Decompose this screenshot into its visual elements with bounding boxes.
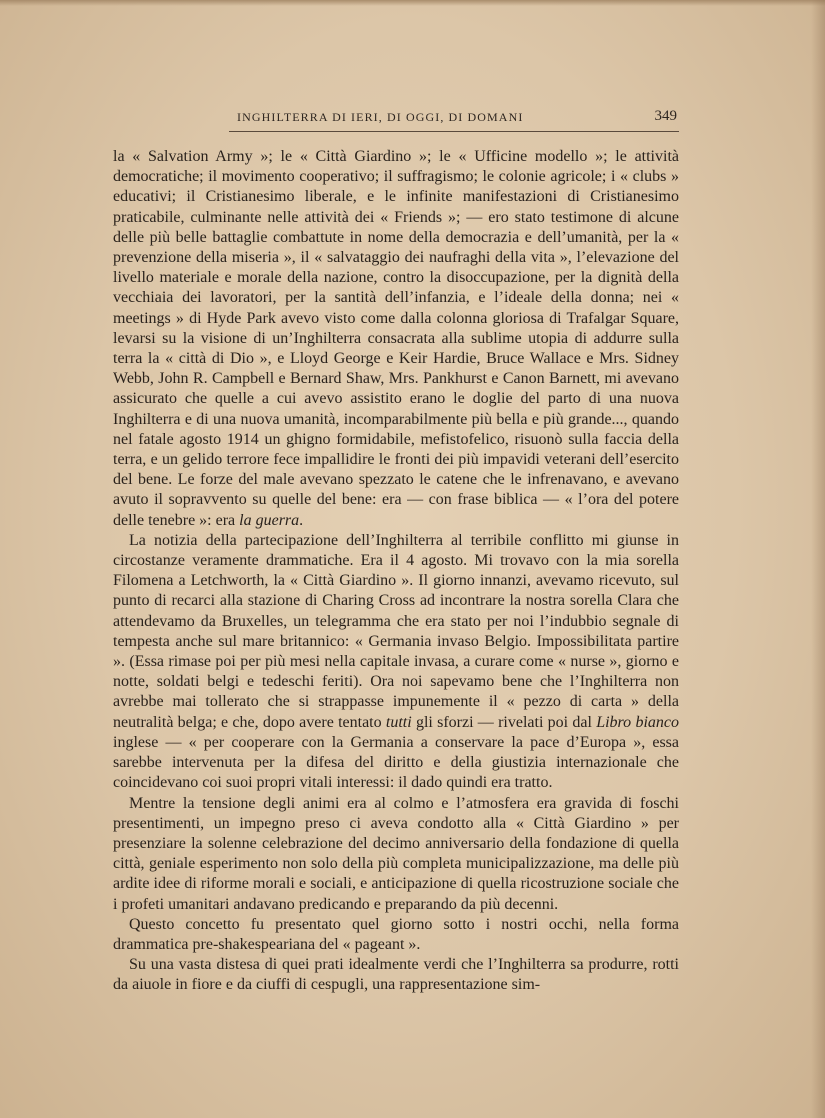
text-run: Su una vasta distesa di quei prati idealmente verdi che l’Inghilterra sa produrre, rotti da aiuole in fiore e da ciuffi di cespugli, una rappresentazione sim- bbox=[113, 956, 679, 994]
text-run: Questo concetto fu presentato quel giorno sotto i nostri occhi, nella forma drammatica pre-shakespeariana del « pageant ». bbox=[113, 915, 679, 953]
text-run: Mentre la tensione degli animi era al colmo e l’atmosfera era gravida di foschi presentimenti, un impegno preso ci aveva condotto alla « Città Giardino » per presenziare la solenne celebrazione del decimo anniversario della fondazione di quella città, geniale esperimento non solo della più completa municipalizzazione, ma delle più ardite idee di riforme morali e sociali, e anticipazione di quella ricostruzione sociale che i profeti umanitari andavano predicando e preparando da più decenni. bbox=[113, 794, 679, 913]
text-run: inglese — « per cooperare con la Germania a conservare la pace d’Europa », essa sarebbe intervenuta per la difesa del diritto e della giustizia internazionale che coincidevano coi suoi propri vitali interessi: il dado quindi era tratto. bbox=[113, 733, 679, 792]
text-run: . bbox=[299, 511, 304, 529]
italic-run: Libro bianco bbox=[596, 713, 679, 731]
paragraph bbox=[113, 147, 679, 531]
page-number: 349 bbox=[654, 108, 677, 124]
body-text bbox=[113, 147, 679, 996]
italic-run: la guerra bbox=[239, 511, 300, 529]
paragraph bbox=[113, 794, 679, 915]
page-top-edge-shadow bbox=[0, 0, 825, 6]
running-head bbox=[229, 108, 677, 130]
text-run: gli sforzi — rivelati poi dal bbox=[411, 713, 597, 731]
page-right-edge-shadow bbox=[811, 0, 825, 1118]
paragraph bbox=[113, 531, 679, 794]
running-title: INGHILTERRA DI IERI, DI OGGI, DI DOMANI bbox=[237, 110, 524, 124]
italic-run: tutti bbox=[385, 713, 412, 731]
text-run: La notizia della partecipazione dell’Inghilterra al terribile conflitto mi giunse in circostanze veramente drammatiche. Era il 4 agosto. Mi trovavo con la mia sorella Filomena a Letchworth, la « Città Giardino ». Il giorno innanzi, avevamo ricevuto, sul punto di recarci alla stazione di Charing Cross ad incontrare la nostra sorella Clara che attendevamo da Bruxelles, un telegramma che era stato per noi l’indubbio segnale di tempesta anche sul mare britannico: « Germania invaso Belgio. Impossibilitata partire ». (Essa rimase poi per più mesi nella capitale invasa, a curare come « nurse », giorno e notte, soldati belgi e tedeschi feriti). Ora noi sapevamo bene che l’Inghilterra non avrebbe mai tollerato che si strappasse impunemente il « pezzo di carta » della neutralità belga; e che, dopo avere tentato bbox=[113, 531, 679, 731]
text-run: la « Salvation Army »; le « Città Giardino »; le « Ufficine modello »; le attività democratiche; il movimento cooperativo; il suffragismo; le colonie agricole; i « clubs » educativi; il Cristianesimo liberale, e le infinite manifestazioni di Cristianesimo praticabile, culminante nelle attività dei « Friends »; — ero stato testimone di alcune delle più belle battaglie combattute in nome della democrazia e dell’umanità, per la « prevenzione della miseria », il « salvataggio dei naufraghi della vita », l’elevazione del livello materiale e morale della nazione, contro la disoccupazione, per la dignità della vecchiaia dei lavoratori, per la santità dell’infanzia, e l’ideale della donna; nei « meetings » di Hyde Park avevo visto come dalla colonna gloriosa di Trafalgar Square, levarsi su la visione di un’Inghilterra consacrata alla sublime utopia di addurre sulla terra la « città di Dio », e Lloyd George e Keir Hardie, Bruce Wallace e Mrs. Sidney Webb, John R. Campbell e Bernard Shaw, Mrs. Pankhurst e Canon Barnett, mi avevano assicurato che quelle a cui avevo assistito erano le doglie del parto di una nuova Inghilterra e di una nuova umanità, incomparabilmente più bella e più grande..., quando nel fatale agosto 1914 un ghigno formidabile, mefistofelico, risuonò sulla faccia della terra, e un gelido terrore fece impallidire le fronti dei più impavidi veterani dell’esercito del bene. Le forze del male avevano spezzato le catene che le infrenavano, e avevano avuto il sopravvento su quelle del bene: era — con frase biblica — « l’ora del potere delle tenebre »: era bbox=[113, 148, 679, 529]
header-rule bbox=[229, 131, 679, 132]
paragraph bbox=[113, 915, 679, 955]
paragraph bbox=[113, 955, 679, 995]
